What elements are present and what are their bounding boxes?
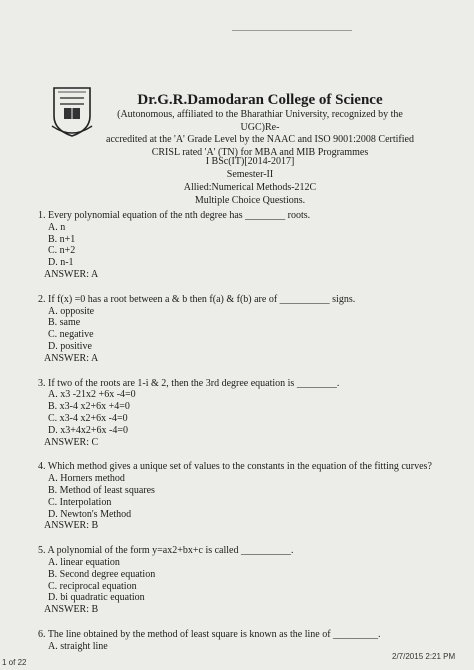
course-type: Multiple Choice Questions. — [194, 195, 306, 206]
college-header — [100, 91, 420, 159]
option: A. x3 -21x2 +6x -4=0 — [48, 389, 136, 401]
page-counter: 1 of 22 — [2, 658, 27, 667]
question-5 — [38, 545, 458, 616]
question-text: 5. A polynomial of the form y=ax2+bx+c is called __________. — [38, 545, 294, 557]
question-1 — [38, 210, 458, 281]
option: B. Method of least squares — [48, 484, 155, 496]
option: A. Horners method — [48, 473, 125, 485]
option: C. x3-4 x2+6x -4=0 — [48, 412, 128, 424]
question-text: 6. The line obtained by the method of least square is known as the line of _________. — [38, 628, 381, 640]
option: C. reciprocal equation — [48, 580, 137, 592]
header-line-1: (Autonomous, affiliated to the Bharathiar University, recognized by the UGC)Re- — [117, 109, 403, 133]
answer: ANSWER: A — [44, 268, 99, 280]
question-text: 3. If two of the roots are 1-i & 2, then the 3rd degree equation is ________. — [38, 377, 340, 389]
course-subject: Allied:Numerical Methods-212C — [183, 182, 317, 193]
header-line-2: accredited at the 'A' Grade Level by the NAAC and ISO 9001:2008 Certified — [106, 134, 414, 145]
option: A. straight line — [48, 640, 108, 652]
option: A. linear equation — [48, 556, 120, 568]
question-2 — [38, 294, 458, 365]
course-semester: Semester-II — [226, 169, 274, 180]
option: C. n+2 — [48, 245, 76, 257]
answer: ANSWER: B — [44, 520, 99, 532]
course-info — [140, 155, 360, 207]
option: D. Newton's Method — [48, 508, 132, 520]
print-timestamp: 2/7/2015 2:21 PM — [392, 652, 456, 661]
header-line-3: CRISL rated 'A' (TN) for MBA and MIB Programmes — [151, 146, 369, 158]
question-3 — [38, 378, 458, 449]
option: C. negative — [48, 329, 94, 341]
question-text: 1. Every polynomial equation of the nth degree has ________ roots. — [38, 210, 311, 221]
option: B. x3-4 x2+6x +4=0 — [48, 401, 130, 413]
option: A. opposite — [48, 305, 95, 317]
option: B. n+1 — [48, 233, 76, 245]
college-name: Dr.G.R.Damodaran College of Science — [137, 92, 383, 108]
answer: ANSWER: C — [44, 436, 99, 448]
question-list — [38, 210, 458, 666]
option: D. x3+4x2+6x -4=0 — [48, 424, 128, 436]
college-emblem-icon — [50, 86, 94, 138]
option: C. Interpolation — [48, 496, 112, 508]
option: B. Second degree equation — [48, 568, 156, 580]
option: D. positive — [48, 340, 92, 352]
option: B. same — [48, 317, 81, 329]
answer: ANSWER: B — [44, 604, 99, 616]
answer: ANSWER: A — [44, 352, 99, 364]
question-text: 2. If f(x) =0 has a root between a & b then f(a) & f(b) are of __________ signs. — [38, 293, 356, 305]
question-4 — [38, 461, 458, 532]
course-batch: I BSc(IT)[2014-2017] — [205, 156, 295, 167]
option: D. n-1 — [48, 257, 74, 269]
option: A. n — [48, 221, 66, 233]
question-text: 4. Which method gives a unique set of values to the constants in the equation of the fitting curves? — [38, 461, 432, 473]
option: D. bi quadratic equation — [48, 592, 145, 604]
question-6 — [38, 629, 458, 653]
scan-top-line — [232, 30, 352, 31]
